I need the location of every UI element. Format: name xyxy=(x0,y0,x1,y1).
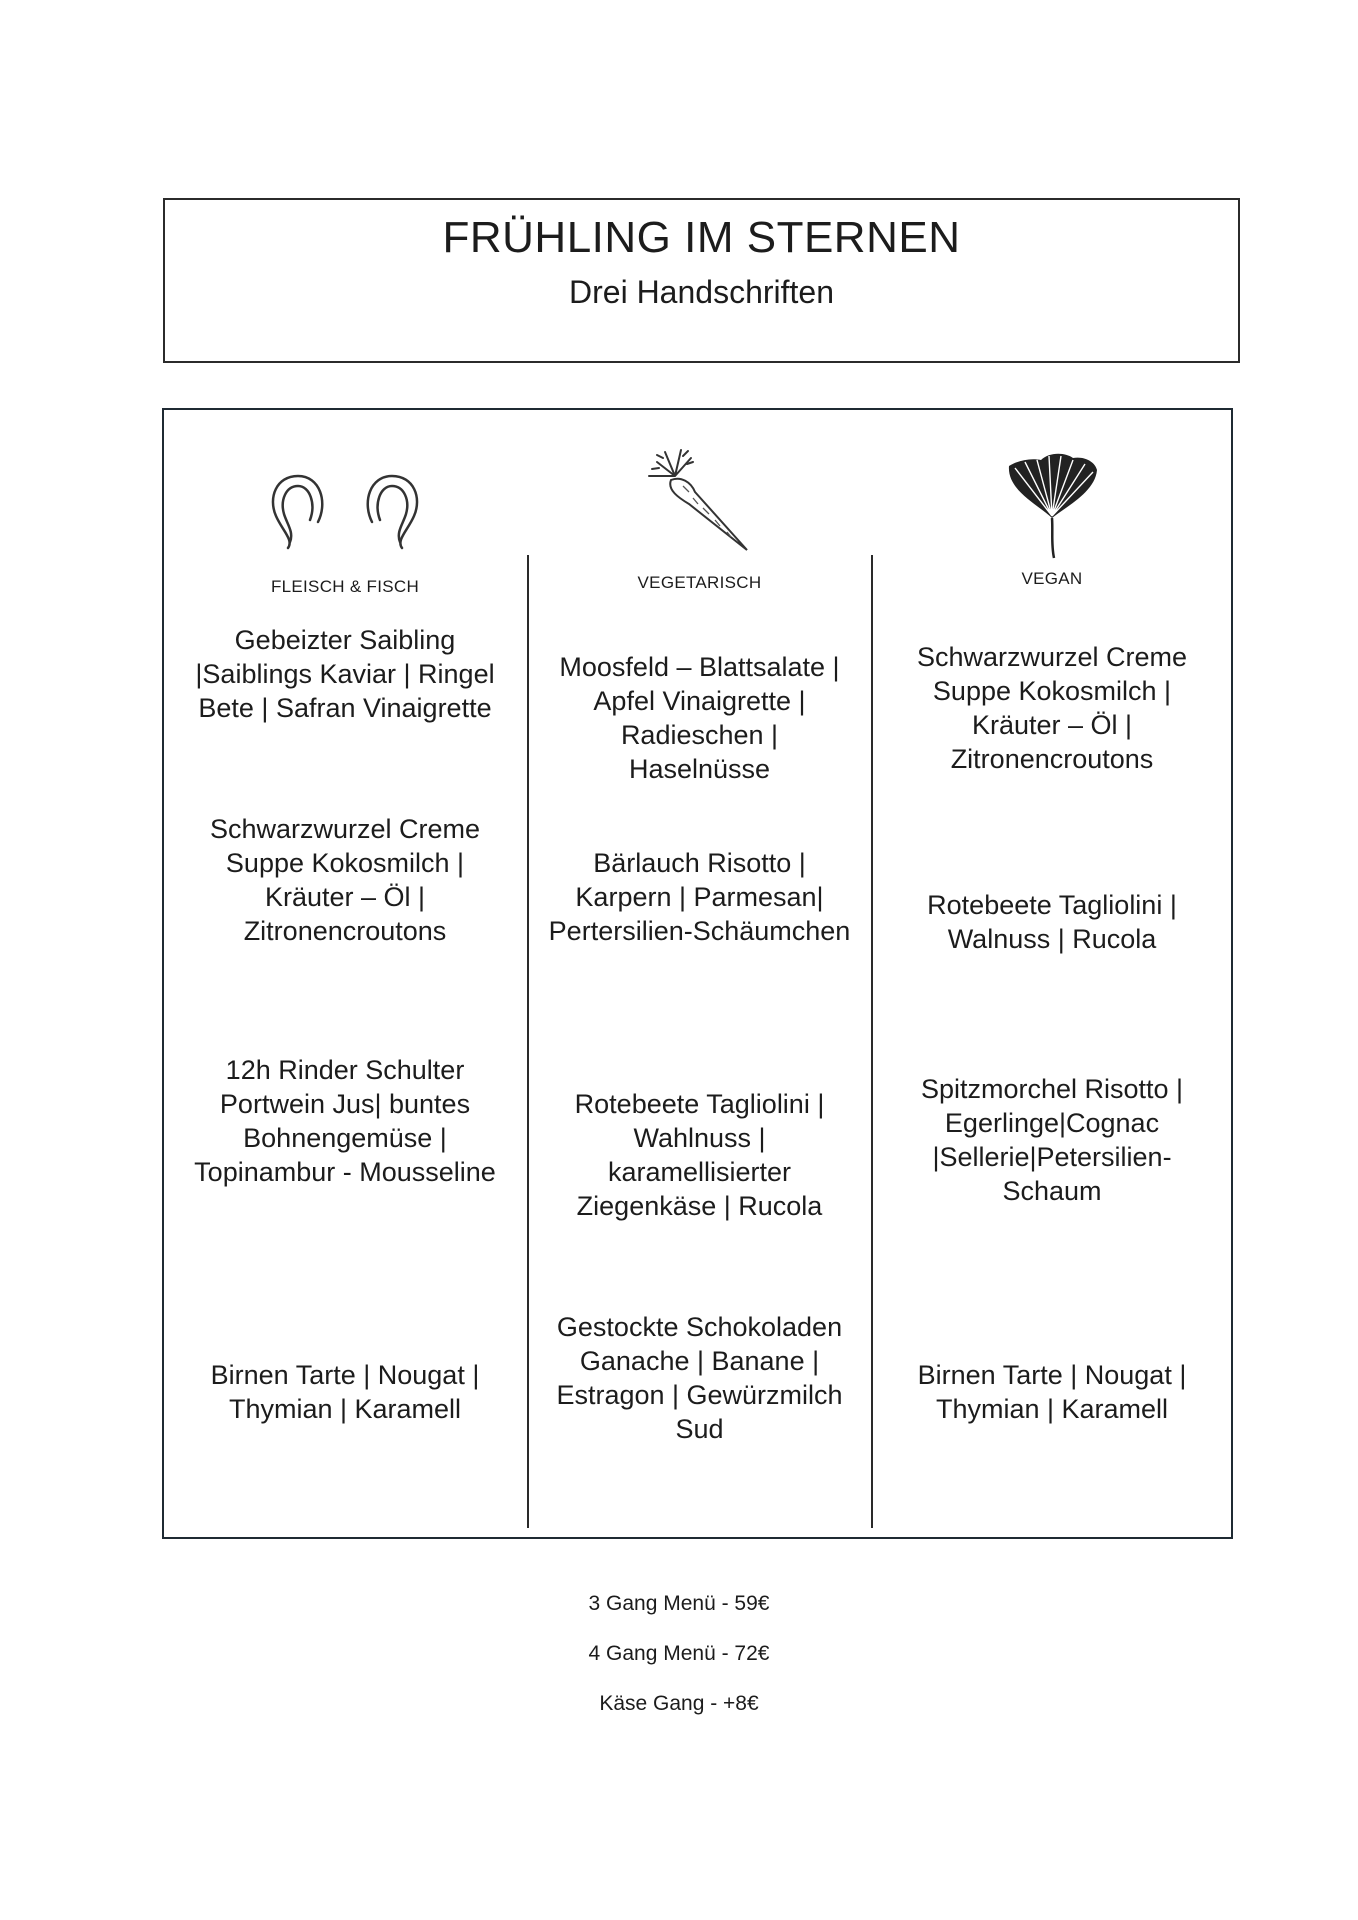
carrot-icon xyxy=(529,446,870,556)
menu-subtitle: Drei Handschriften xyxy=(569,273,834,310)
menu-title: FRÜHLING IM STERNEN xyxy=(442,213,961,262)
course-3: 12h Rinder Schulter Portwein Jus| buntes Bohnengemüse | Topinambur - Mousseline xyxy=(194,1055,496,1187)
course-2: Schwarzwurzel Creme Suppe Kokosmilch | Kräuter – Öl | Zitronencroutons xyxy=(209,814,481,946)
course-4: Birnen Tarte | Nougat | Thymian | Karamell xyxy=(917,1360,1187,1424)
column-title: VEGETARISCH xyxy=(637,573,762,592)
course-1: Gebeizter Saibling |Saiblings Kaviar | Ringel Bete | Safran Vinaigrette xyxy=(195,625,495,723)
ginkgo-leaf-icon xyxy=(873,446,1231,561)
column-title: VEGAN xyxy=(1021,569,1083,588)
price-4-gang: 4 Gang Menü - 72€ xyxy=(588,1642,770,1665)
course-4: Birnen Tarte | Nougat | Thymian | Karamell xyxy=(210,1360,480,1424)
price-3-gang: 3 Gang Menü - 59€ xyxy=(588,1592,770,1615)
column-fleisch-fisch xyxy=(164,410,526,1537)
course-3: Spitzmorchel Risotto | Egerlinge|Cognac |Sellerie|Petersilien-Schaum xyxy=(920,1074,1184,1206)
column-title: FLEISCH & FISCH xyxy=(270,577,420,596)
column-vegetarisch xyxy=(529,410,870,1537)
course-2: Rotebeete Tagliolini | Walnuss | Rucola xyxy=(927,890,1177,954)
menu-columns xyxy=(162,408,1233,1539)
price-list xyxy=(0,1585,1358,1735)
course-1: Moosfeld – Blattsalate | Apfel Vinaigrette | Radieschen | Haselnüsse xyxy=(559,652,840,784)
column-vegan xyxy=(873,410,1231,1537)
price-kaese-gang: Käse Gang - +8€ xyxy=(599,1692,759,1715)
course-3: Rotebeete Tagliolini | Wahlnuss | karamellisierter Ziegenkäse | Rucola xyxy=(574,1089,825,1221)
course-4: Gestockte Schokoladen Ganache | Banane | Estragon | Gewürzmilch Sud xyxy=(556,1312,843,1444)
course-1: Schwarzwurzel Creme Suppe Kokosmilch | Kräuter – Öl | Zitronencroutons xyxy=(916,642,1188,774)
ram-horns-icon xyxy=(164,462,526,552)
menu-header xyxy=(163,198,1240,363)
course-2: Bärlauch Risotto | Karpern | Parmesan| Pertersilien-Schäumchen xyxy=(548,848,851,946)
